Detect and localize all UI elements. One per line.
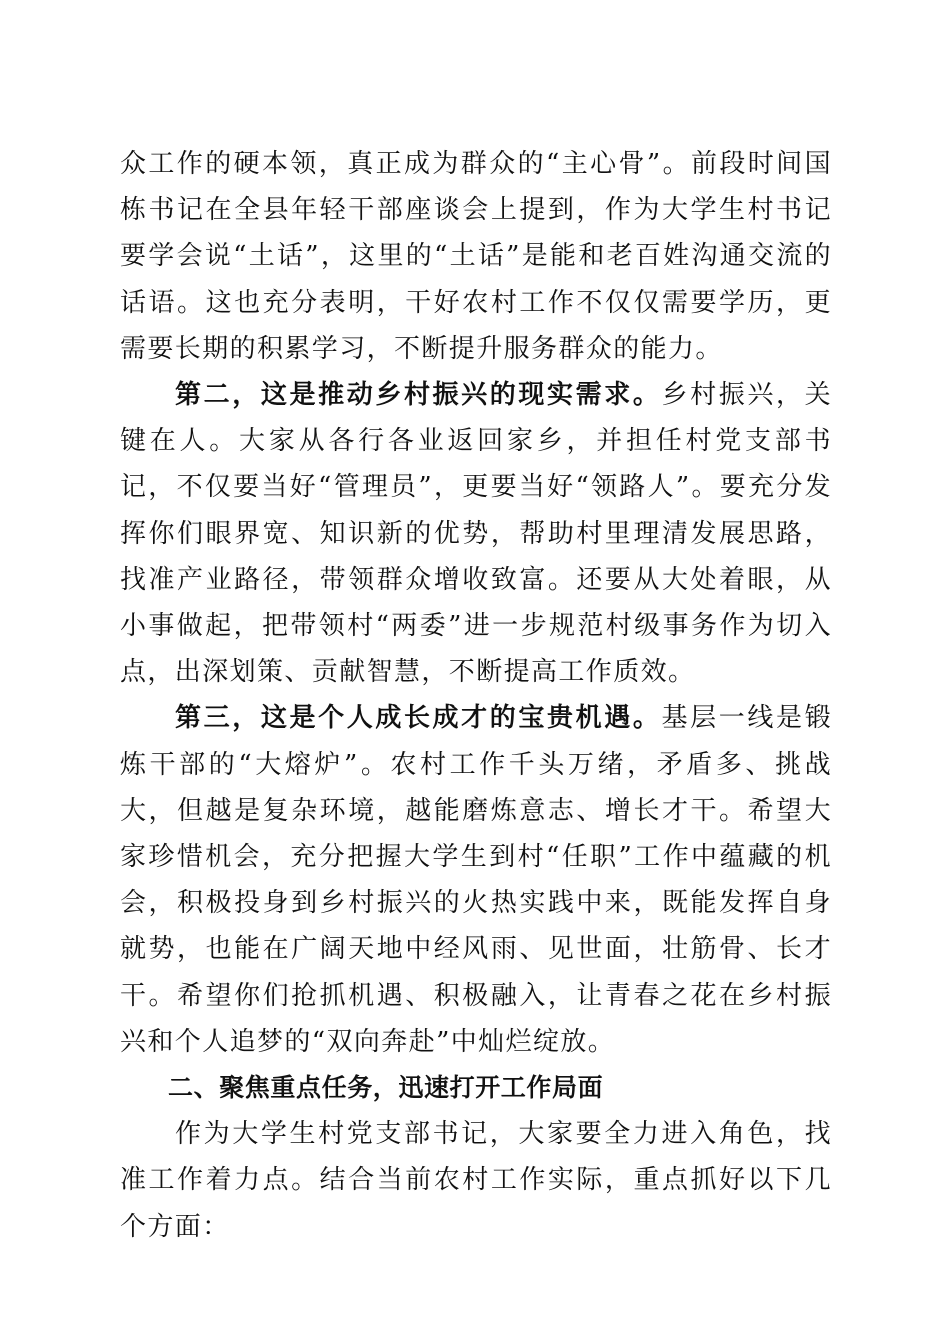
paragraph-section-intro: [120, 1111, 832, 1250]
paragraph-text: 基层一线是锻炼干部的“大熔炉”。农村工作千头万绪，矛盾多、挑战大，但越是复杂环境，越能磨炼意志、增长才干。希望大家珍惜机会，充分把握大学生到村“任职”工作中蕴藏的机会，积极投身到乡村振兴的火热实践中来，既能发挥自身就势，也能在广阔天地中经风雨、见世面，壮筋骨、长才干。希望你们抢抓机遇、积极融入，让青春之花在乡村振兴和个人追梦的“双向奔赴”中灿烂绽放。: [120, 703, 832, 1057]
paragraph-third-point: [120, 695, 832, 1065]
paragraph-second-point: [120, 372, 832, 695]
paragraph-text: 乡村振兴，关键在人。大家从各行各业返回家乡，并担任村党支部书记，不仅要当好“管理员”，更要当好“领路人”。要充分发挥你们眼界宽、知识新的优势，帮助村里理清发展思路，找准产业路径，带领群众增收致富。还要从大处着眼，从小事做起，把带领村“两委”进一步规范村级事务作为切入点，出深划策、贡献智慧，不断提高工作质效。: [120, 380, 832, 688]
paragraph-lead-sentence: 第二，这是推动乡村振兴的现实需求。: [175, 380, 662, 411]
document-body: [120, 141, 832, 1250]
section-heading: 二、聚焦重点任务，迅速打开工作局面: [168, 1073, 604, 1103]
paragraph-lead-sentence: 第三，这是个人成长成才的宝贵机遇。: [175, 703, 662, 734]
paragraph-continuation: [120, 141, 832, 372]
paragraph-text: 众工作的硬本领，真正成为群众的“主心骨”。前段时间国栋书记在全县年轻干部座谈会上提到，作为大学生村书记要学会说“土话”，这里的“土话”是能和老百姓沟通交流的话语。这也充分表明，干好农村工作不仅仅需要学历，更需要长期的积累学习，不断提升服务群众的能力。: [120, 149, 832, 364]
paragraph-text: 作为大学生村党支部书记，大家要全力进入角色，找准工作着力点。结合当前农村工作实际，重点抓好以下几个方面：: [120, 1119, 832, 1242]
